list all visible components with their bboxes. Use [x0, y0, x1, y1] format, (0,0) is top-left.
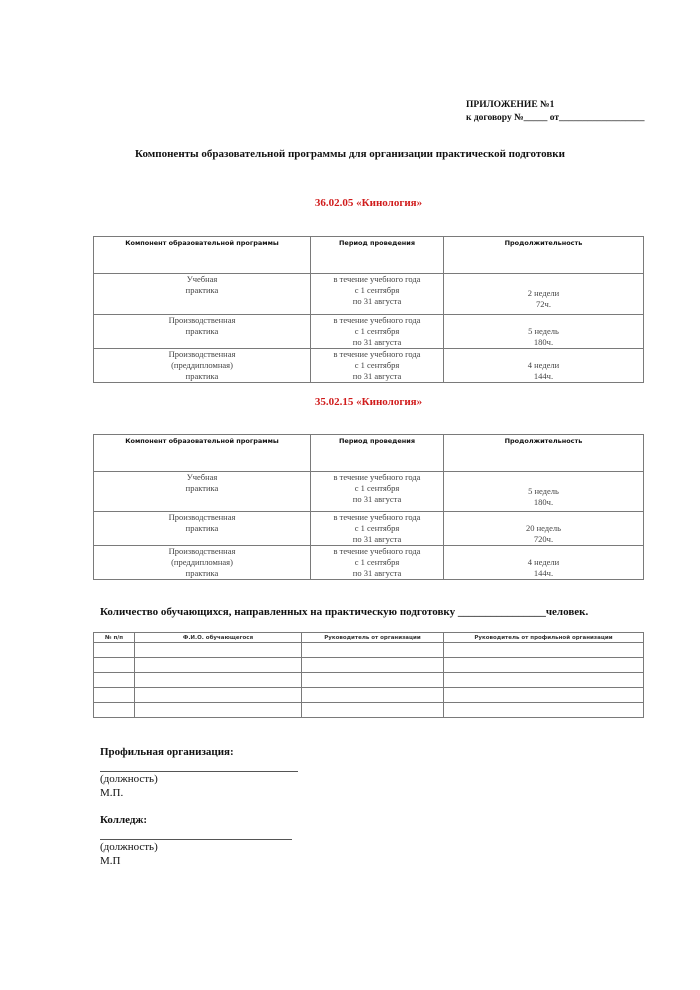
table-row: Производственная практика в течение учебного года с 1 сентября по 31 августа 20 недель 720ч.: [94, 512, 644, 546]
annex-header: [466, 99, 645, 125]
cell[interactable]: [302, 643, 444, 658]
header-component: Компонент образовательной программы: [94, 435, 311, 472]
college-label: Колледж:: [100, 814, 148, 826]
profile-org-label: Профильная организация:: [100, 746, 234, 758]
components-table-1: [93, 236, 644, 383]
table-row: Производственная (преддипломная) практика в течение учебного года с 1 сентября по 31 августа 4 недели 144ч.: [94, 546, 644, 580]
cell[interactable]: [302, 673, 444, 688]
college-signature-line[interactable]: [100, 827, 292, 840]
cell[interactable]: [135, 688, 302, 703]
cell[interactable]: [302, 703, 444, 718]
cell[interactable]: [444, 703, 644, 718]
profile-org-signature-line[interactable]: [100, 759, 298, 772]
header-period: Период проведения: [311, 435, 444, 472]
profile-org-signature-block: [100, 745, 298, 800]
college-stamp: М.П: [100, 855, 121, 867]
table-row: Производственная (преддипломная) практика в течение учебного года с 1 сентября по 31 августа 4 недели 144ч.: [94, 349, 644, 383]
cell[interactable]: [444, 688, 644, 703]
cell[interactable]: [302, 658, 444, 673]
table-header-row: [94, 435, 644, 472]
table-header-row: [94, 237, 644, 274]
header-org-supervisor: Руководитель от организации: [302, 633, 444, 643]
cell[interactable]: [135, 673, 302, 688]
table-row: Учебная практика в течение учебного года с 1 сентября по 31 августа 2 недели 72ч.: [94, 274, 644, 315]
student-row: [94, 643, 644, 658]
student-count-line: Количество обучающихся, направленных на практическую подготовку ________________человек.: [100, 606, 589, 618]
header-number: № п/п: [94, 633, 135, 643]
cell[interactable]: [94, 673, 135, 688]
student-row: [94, 688, 644, 703]
profile-org-position: (должность): [100, 773, 158, 785]
college-position: (должность): [100, 841, 158, 853]
header-component: Компонент образовательной программы: [94, 237, 311, 274]
cell[interactable]: [135, 658, 302, 673]
cell[interactable]: [135, 643, 302, 658]
program-heading-1: 36.02.05 «Кинология»: [314, 197, 423, 209]
header-duration: Продолжительность: [444, 237, 644, 274]
header-student-name: Ф.И.О. обучающегося: [135, 633, 302, 643]
students-table: [93, 632, 644, 718]
annex-title: ПРИЛОЖЕНИЕ №1: [466, 100, 555, 110]
annex-contract-ref: к договору №_____ от__________________: [466, 113, 645, 123]
table-row: Учебная практика в течение учебного года с 1 сентября по 31 августа 5 недель 180ч.: [94, 472, 644, 512]
cell[interactable]: [94, 658, 135, 673]
cell[interactable]: [444, 658, 644, 673]
table-row: Производственная практика в течение учебного года с 1 сентября по 31 августа 5 недель 180ч.: [94, 315, 644, 349]
program-heading-2: 35.02.15 «Кинология»: [314, 396, 423, 408]
cell[interactable]: [444, 673, 644, 688]
header-profile-supervisor: Руководитель от профильной организации: [444, 633, 644, 643]
profile-org-stamp: М.П.: [100, 787, 124, 799]
cell[interactable]: [94, 688, 135, 703]
students-header-row: [94, 633, 644, 643]
components-table-2: [93, 434, 644, 580]
student-row: [94, 703, 644, 718]
header-period: Период проведения: [311, 237, 444, 274]
header-duration: Продолжительность: [444, 435, 644, 472]
student-row: [94, 673, 644, 688]
cell[interactable]: [94, 643, 135, 658]
student-row: [94, 658, 644, 673]
cell[interactable]: [135, 703, 302, 718]
college-signature-block: [100, 813, 292, 868]
cell[interactable]: [302, 688, 444, 703]
cell[interactable]: [94, 703, 135, 718]
cell[interactable]: [444, 643, 644, 658]
document-title: Компоненты образовательной программы для организации практической подготовки: [135, 148, 565, 160]
